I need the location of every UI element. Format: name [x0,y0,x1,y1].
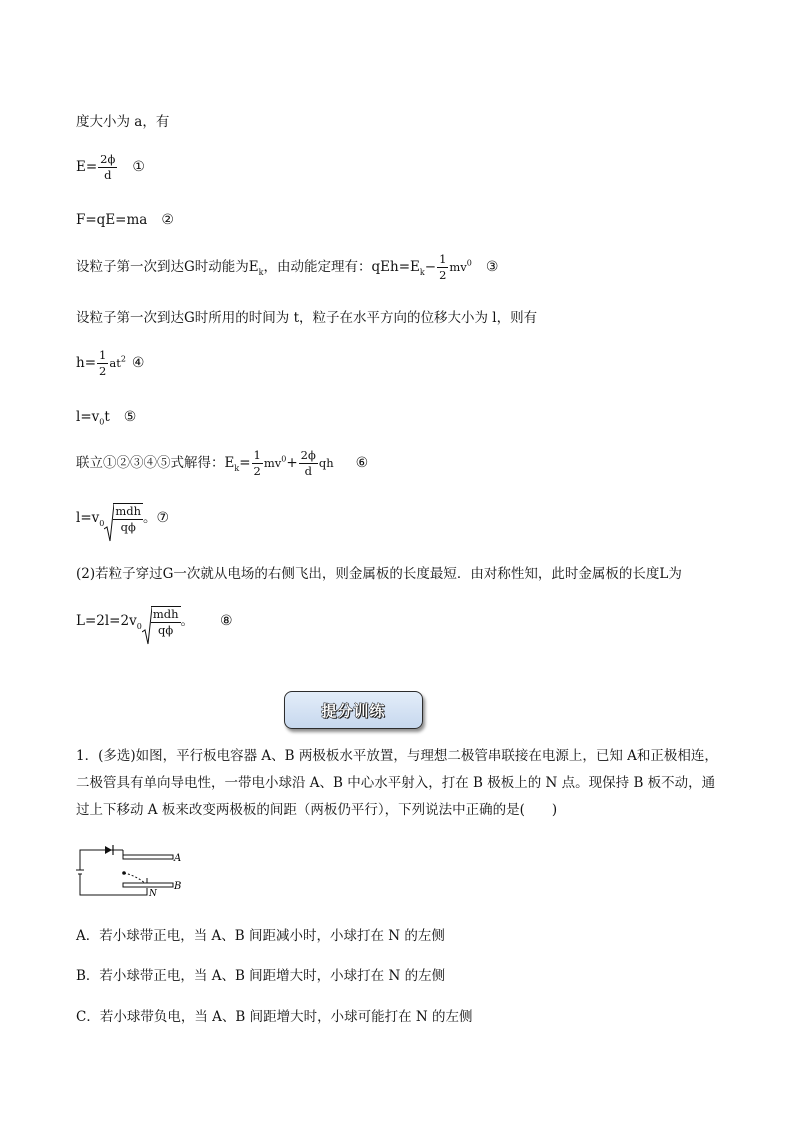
equation-3 [76,253,498,282]
plate-b [123,883,173,887]
eq6-qh: qh [318,456,334,471]
eq3-ek-sub: k [258,267,264,277]
eq1-fraction [98,153,117,182]
eq4-fraction [97,349,108,378]
eq4-denominator: 2 [99,364,107,379]
eq3-prefix: 设粒子第一次到达G时动能为 [76,259,249,276]
eq6-ek-sub: k [234,463,240,473]
eq1-lhs: E= [76,159,98,176]
eq3-denominator: 2 [439,268,447,283]
section-banner-title: 提分训练 [321,701,386,720]
eq6-numerator-1: 1 [252,449,263,464]
eq4-mark: ④ [131,355,145,372]
equation-7 [76,503,169,534]
eq3-ek2-sub: k [419,267,425,277]
eq3-fraction [437,253,448,282]
eq2-mark: ② [161,212,174,228]
eq6-prefix: 联立①②③④⑤式解得： [76,455,225,472]
solution-line-4: 设粒子第一次到达G时所用的时间为 t，粒子在水平方向的位移大小为 l，则有 [76,310,538,326]
section-banner [284,691,423,729]
eq7-sqrt [104,503,143,534]
equation-1 [76,153,145,182]
eq6-ek: E [224,455,235,472]
eq6-equals: = [239,455,251,472]
eq3-ek2: E [410,259,420,276]
eq7-numerator: mdh [113,505,143,520]
eq6-denominator-1: 2 [253,464,261,479]
equation-5 [76,410,136,427]
eq3-sup: 0 [466,258,472,268]
eq6-numerator-2: 2ϕ [299,449,318,464]
eq4-sup: 2 [120,354,126,364]
eq3-mark: ③ [485,259,499,276]
eq3-ek: E [248,259,259,276]
eq7-sub: 0 [99,518,105,528]
eq5-lhs: l=v [76,409,100,425]
eq3-minus: − [424,259,437,276]
solution-line-1: 度大小为 a，有 [76,114,170,130]
eq6-mv: mv [263,456,282,471]
eq6-sup: 0 [281,454,287,464]
question-1-text: 1．(多选)如图，平行板电容器 A、B 两极板水平放置，与理想二极管串联接在电源上，已知 A和正极相连，二极管具有单向导电性，一带电小球沿 A、B 中心水平射入，打在 B 极板上的 N 点。现保持 B 板不动，通过上下移动 A 板来改变两极板的间距（两板仍平行），下列说法中正确的是( ) [76,748,718,818]
eq1-denominator: d [104,168,112,183]
eq5-rhs: t [104,409,110,425]
equation-6 [76,449,368,478]
eq3-numerator: 1 [437,253,448,268]
eq6-mark: ⑥ [355,455,369,472]
diode-icon [105,845,113,855]
eq5-mark: ⑤ [123,409,137,425]
eq4-lhs: h= [76,355,97,372]
label-b: B [174,881,182,892]
eq1-mark: ① [132,159,145,176]
eq3-mid: ，由动能定理有：qEh= [263,259,411,276]
radical-sign-icon [104,503,114,543]
eq7-end: 。 [143,510,157,527]
eq5-sub: 0 [99,417,105,427]
eq8-lhs: L=2l=2v [76,613,137,630]
charged-ball [122,871,126,875]
eq8-denominator: qϕ [158,623,174,638]
equation-8 [76,606,233,637]
eq6-plus: + [286,455,298,472]
option-a: A．若小球带正电，当 A、B 间距减小时，小球打在 N 的左侧 [76,928,445,944]
eq8-end: 。 [180,613,194,630]
eq8-sub: 0 [136,621,142,631]
equation-2 [76,213,174,228]
option-c: C．若小球带负电，当 A、B 间距增大时，小球可能打在 N 的左侧 [76,1009,473,1025]
eq7-denominator: qϕ [120,520,136,535]
eq8-numerator: mdh [151,608,181,623]
eq8-mark: ⑧ [220,613,233,630]
capacitor-circuit-figure [76,840,186,898]
eq3-mv: mv [449,260,467,275]
equation-4 [76,349,144,378]
eq2-text: F=qE=ma [76,212,148,228]
eq7-mark: ⑦ [156,510,170,527]
eq7-lhs: l=v [76,510,100,527]
radical-sign-icon [142,606,152,646]
eq4-rhs: at [109,356,121,371]
option-b: B．若小球带正电，当 A、B 间距增大时，小球打在 N 的左侧 [76,968,446,984]
solution-line-8: (2)若粒子穿过G一次就从电场的右侧飞出，则金属板的长度最短．由对称性知，此时金属板的长度L为 [76,566,682,582]
label-n: N [149,889,157,898]
eq6-denominator-2: d [304,464,312,479]
eq4-numerator: 1 [97,349,108,364]
label-a: A [174,853,182,864]
eq6-fraction-1 [252,449,263,478]
plate-a [123,855,173,859]
eq6-fraction-2 [299,449,318,478]
eq1-numerator: 2ϕ [98,153,117,168]
eq8-sqrt [142,606,181,637]
